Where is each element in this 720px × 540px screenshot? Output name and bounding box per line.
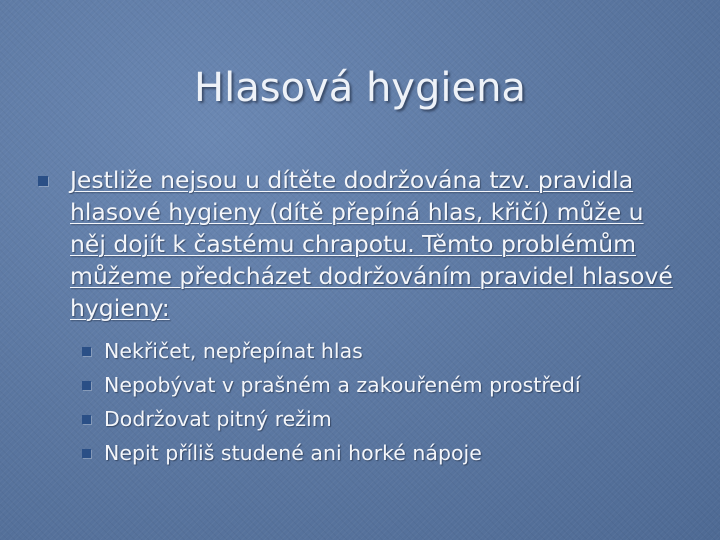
list-item-text: Nepit příliš studené ani horké nápoje xyxy=(104,441,482,465)
main-bullet-text: Jestliže nejsou u dítěte dodržována tzv. pravidla hlasové hygieny (dítě přepíná hlas, křičí) může u něj dojít k častému chrapotu. Těmto problémům můžeme předcházet dodržováním pravidel hlasové hygieny: xyxy=(70,166,673,322)
list-item xyxy=(82,436,682,470)
square-bullet-icon xyxy=(82,381,91,390)
list-item-text: Nepobývat v prašném a zakouřeném prostředí xyxy=(104,373,581,397)
list-item-text: Nekřičet, nepřepínat hlas xyxy=(104,339,363,363)
square-bullet-icon xyxy=(82,415,91,424)
main-bullet xyxy=(38,164,678,324)
list-item xyxy=(82,402,682,436)
square-bullet-icon xyxy=(38,176,48,186)
square-bullet-icon xyxy=(82,347,91,356)
square-bullet-icon xyxy=(82,449,91,458)
list-item-text: Dodržovat pitný režim xyxy=(104,407,332,431)
slide-title: Hlasová hygiena xyxy=(194,65,526,111)
list-item xyxy=(82,368,682,402)
list-item xyxy=(82,334,682,368)
sub-bullet-list xyxy=(82,334,682,470)
